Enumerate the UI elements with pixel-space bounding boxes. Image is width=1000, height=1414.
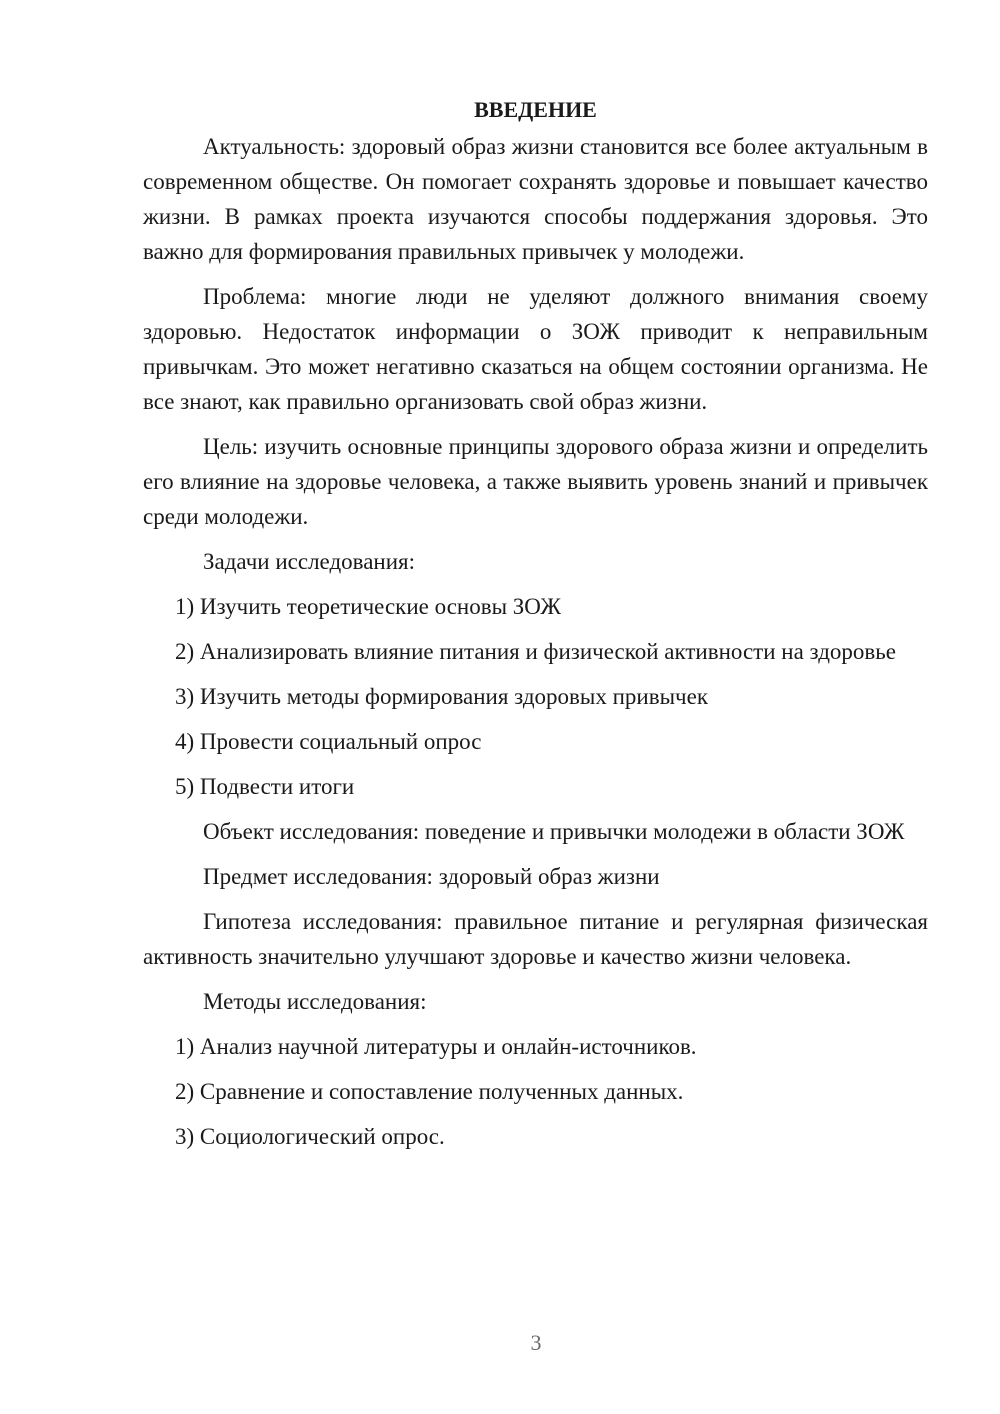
object-paragraph: Объект исследования: поведение и привычки молодежи в области ЗОЖ [203,819,905,844]
problem-paragraph: Проблема: многие люди не уделяют должного внимания своему здоровью. Недостаток информации о ЗОЖ приводит к неправильным привычкам. Это может негативно сказаться на общем состоянии организма. Не все знают, как правильно организовать свой образ жизни. [143,284,928,414]
task-item: 2) Анализировать влияние питания и физической активности на здоровье [175,639,896,664]
task-item: 1) Изучить теоретические основы ЗОЖ [175,594,561,619]
method-item: 2) Сравнение и сопоставление полученных данных. [175,1079,684,1104]
task-item: 4) Провести социальный опрос [175,729,482,754]
page-number: 3 [530,1330,542,1355]
method-item: 1) Анализ научной литературы и онлайн-источников. [175,1034,697,1059]
goal-paragraph: Цель: изучить основные принципы здорового образа жизни и определить его влияние на здоровье человека, а также выявить уровень знаний и привычек среди молодежи. [143,434,928,529]
methods-heading: Методы исследования: [203,989,427,1014]
method-item: 3) Социологический опрос. [175,1124,445,1149]
tasks-heading: Задачи исследования: [203,549,416,574]
relevance-paragraph: Актуальность: здоровый образ жизни становится все более актуальным в современном обществе. Он помогает сохранять здоровье и повышает качество жизни. В рамках проекта изучаются способы поддержания здоровья. Это важно для формирования правильных привычек у молодежи. [143,134,928,264]
page-title: ВВЕДЕНИЕ [474,97,597,122]
task-item: 3) Изучить методы формирования здоровых привычек [175,684,708,709]
subject-paragraph: Предмет исследования: здоровый образ жизни [203,864,660,889]
hypothesis-paragraph: Гипотеза исследования: правильное питание и регулярная физическая активность значительно улучшают здоровье и качество жизни человека. [143,909,928,969]
task-item: 5) Подвести итоги [175,774,355,799]
page-content [143,92,928,1164]
